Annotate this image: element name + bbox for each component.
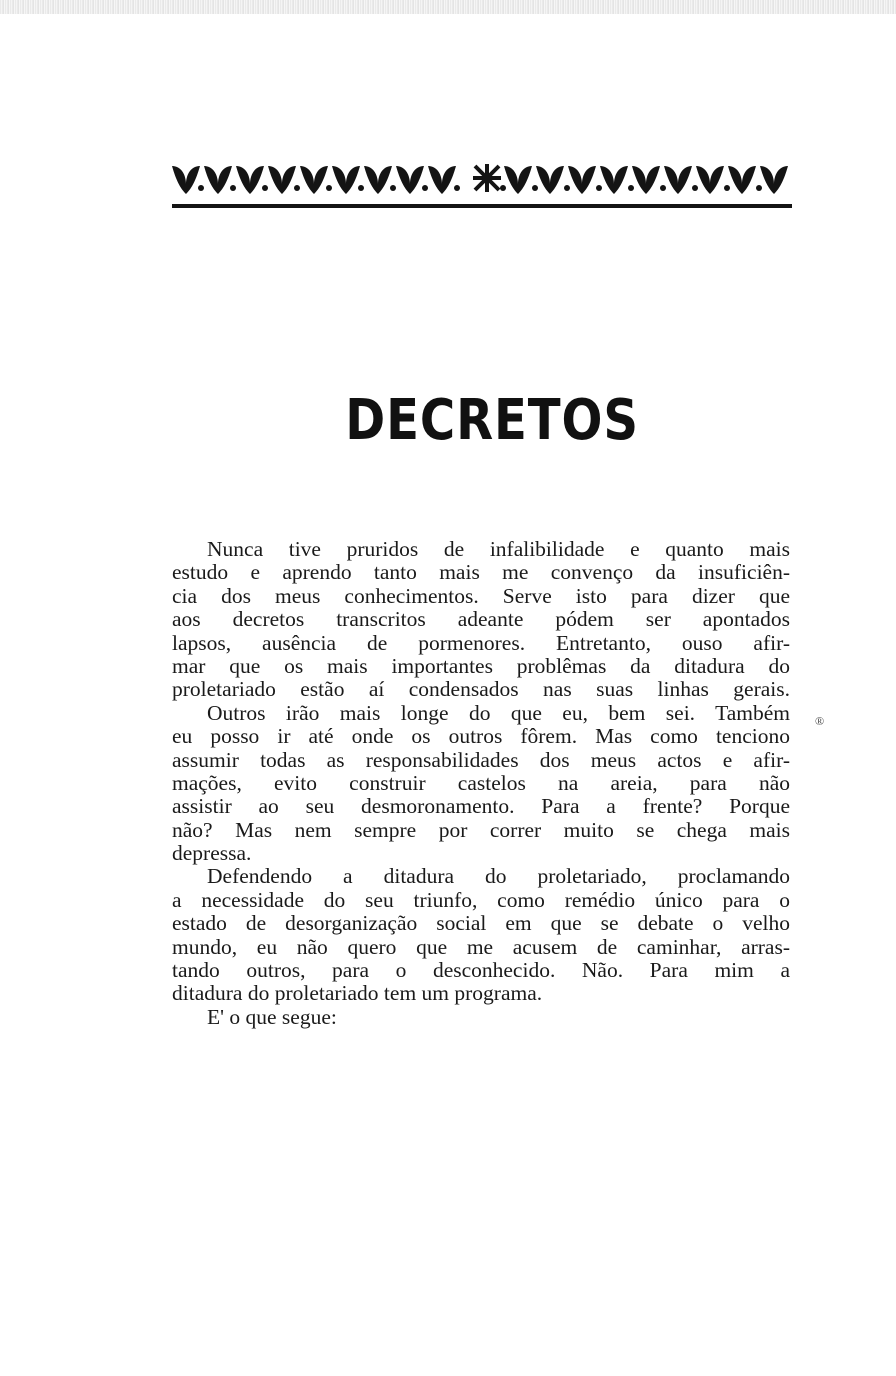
text-line: assistir ao seu desmoronamento. Para a frente? Porque (172, 794, 790, 819)
text-line: mundo, eu não quero que me acusem de caminhar, arras- (172, 934, 790, 959)
margin-mark: ® (815, 714, 825, 728)
text-line: estudo e aprendo tanto mais me convenço da insuficiên- (172, 560, 790, 585)
text-line: proletariado estão aí condensados nas suas linhas gerais. (172, 677, 790, 702)
text-line: a necessidade do seu triunfo, como remédio único para o (172, 887, 790, 912)
text-line: tando outros, para o desconhecido. Não. Para mim a (172, 958, 790, 983)
body-text (172, 538, 790, 1029)
page-title: DECRETOS (345, 388, 639, 453)
text-line: Defendendo a ditadura do proletariado, proclamando (207, 864, 790, 889)
scan-edge-noise (0, 0, 896, 14)
text-line: cia dos meus conhecimentos. Serve isto para dizer que (172, 583, 790, 608)
text-line: eu posso ir até onde os outros fôrem. Mas como tenciono (172, 724, 790, 749)
text-line: não? Mas nem sempre por correr muito se chega mais (172, 817, 790, 842)
text-line: Outros irão mais longe do que eu, bem sei. Também (207, 700, 790, 725)
text-line: depressa. (172, 841, 252, 866)
decorative-ornament-band (172, 158, 792, 214)
text-line: assumir todas as responsabilidades dos meus actos e afir- (172, 747, 790, 772)
text-line: lapsos, ausência de pormenores. Entretanto, ouso afir- (172, 630, 790, 655)
text-line: ditadura do proletariado tem um programa. (172, 981, 543, 1006)
text-line: estado de desorganização social em que se debate o velho (172, 911, 790, 936)
text-line: mar que os mais importantes problêmas da ditadura do (172, 653, 790, 678)
text-line: E' o que segue: (207, 1004, 337, 1029)
ornament-icon (172, 158, 792, 214)
text-line: aos decretos transcritos adeante pódem ser apontados (172, 607, 790, 632)
text-line: mações, evito construir castelos na areia, para não (172, 770, 790, 795)
text-line: Nunca tive pruridos de infalibilidade e quanto mais (207, 537, 790, 561)
